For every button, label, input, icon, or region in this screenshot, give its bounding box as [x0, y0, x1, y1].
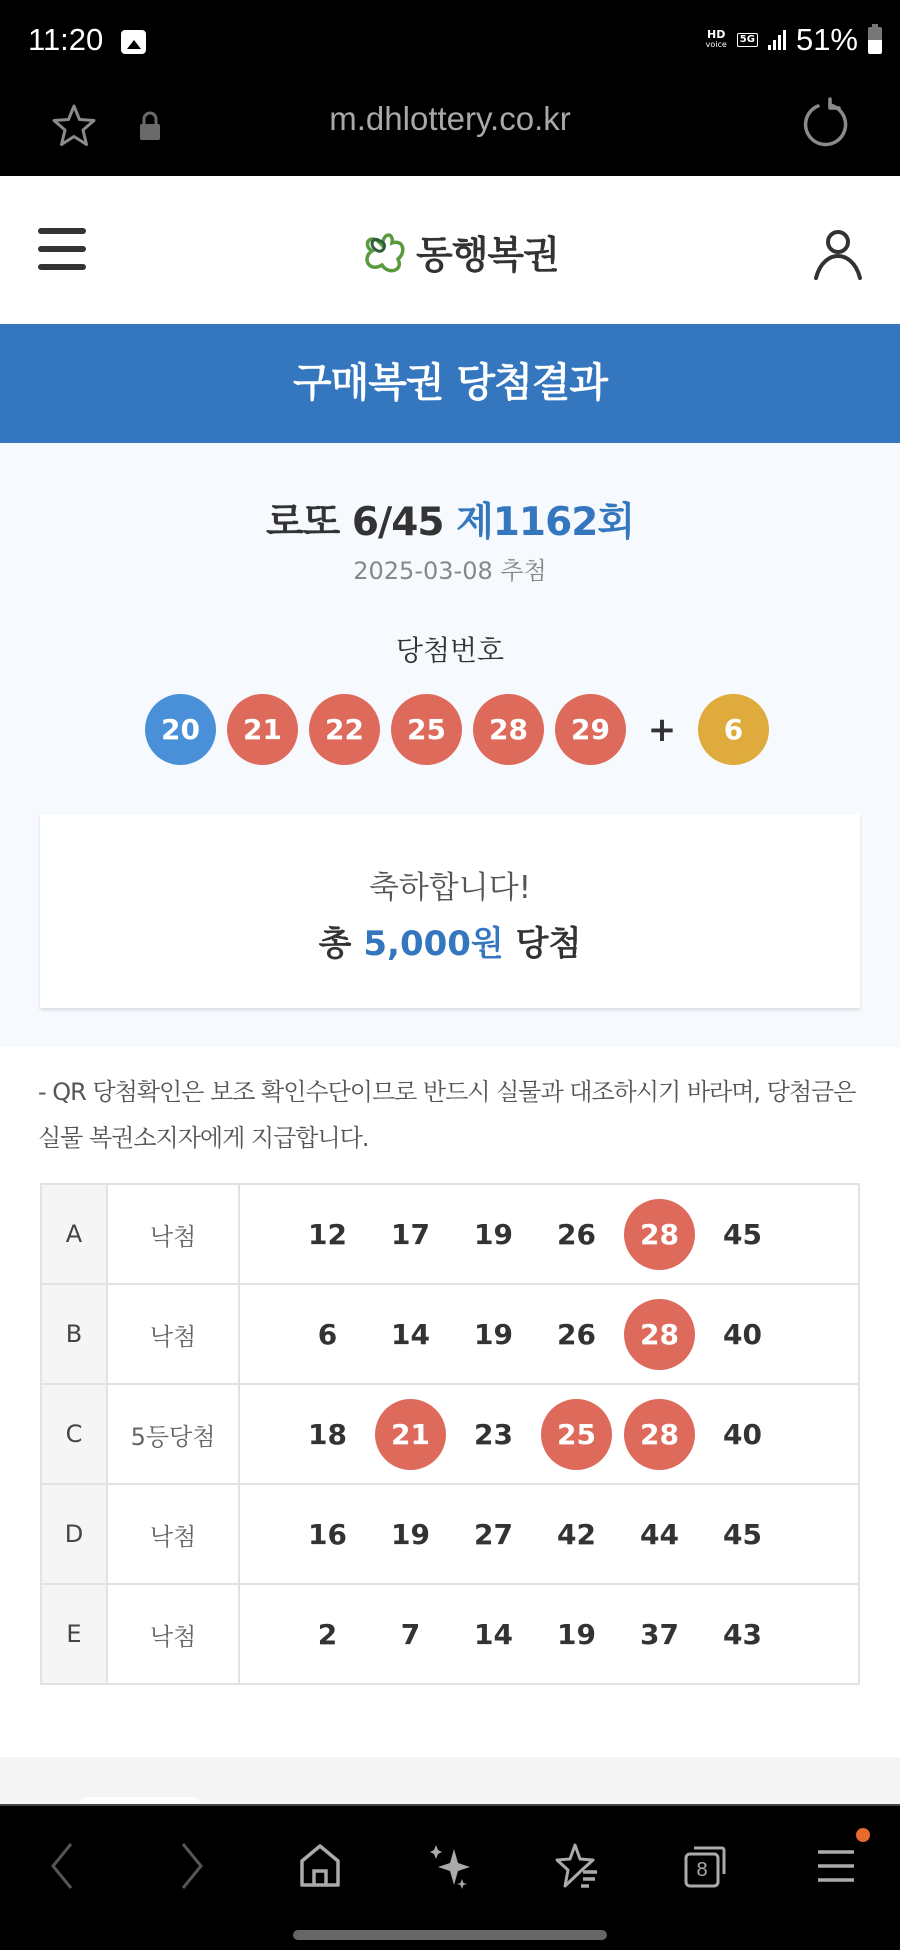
winning-ball: 29 — [555, 694, 626, 765]
ticket-number: 14 — [391, 1317, 430, 1351]
matched-number: 28 — [624, 1299, 695, 1370]
prize-amount: 5,000원 — [363, 924, 504, 964]
ticket-number: 7 — [400, 1617, 421, 1651]
ticket-slot: D — [41, 1484, 107, 1584]
battery-icon — [868, 27, 882, 54]
winning-numbers-label: 당첨번호 — [395, 634, 505, 667]
winning-ball: 20 — [145, 694, 216, 765]
menu-icon[interactable] — [806, 1836, 866, 1896]
ticket-slot: E — [41, 1584, 107, 1684]
matched-number: 28 — [624, 1199, 695, 1270]
matched-number: 28 — [624, 1399, 695, 1470]
ticket-number: 12 — [308, 1217, 347, 1251]
ticket-result: 낙첨 — [107, 1584, 239, 1684]
signal-icon — [768, 30, 786, 50]
status-indicators — [706, 22, 882, 58]
home-icon[interactable] — [290, 1836, 350, 1896]
winning-numbers — [145, 694, 769, 765]
total-prefix: 총 — [318, 924, 352, 964]
ticket-number: 18 — [308, 1417, 347, 1451]
ticket-row — [41, 1284, 859, 1384]
site-header — [0, 176, 900, 324]
total-suffix: 당첨 — [515, 924, 582, 964]
ticket-numbers — [239, 1384, 859, 1484]
hamburger-menu-icon[interactable] — [38, 228, 86, 270]
ticket-number: 14 — [474, 1617, 513, 1651]
ticket-numbers — [239, 1284, 859, 1384]
ticket-number: 37 — [640, 1617, 679, 1651]
ticket-number: 2 — [317, 1617, 338, 1651]
ticket-row — [41, 1384, 859, 1484]
ticket-number: 45 — [723, 1517, 762, 1551]
ticket-slot: B — [41, 1284, 107, 1384]
network-5g-icon: 5G — [737, 33, 758, 47]
page-footer-band — [0, 1757, 900, 1804]
draw-title — [0, 491, 900, 547]
tabs-icon[interactable] — [676, 1836, 736, 1896]
ticket-row — [41, 1484, 859, 1584]
sparkle-icon[interactable] — [420, 1836, 480, 1896]
home-indicator[interactable] — [293, 1930, 607, 1940]
forward-icon[interactable] — [162, 1836, 222, 1896]
winning-ball: 21 — [227, 694, 298, 765]
status-time: 11:20 — [28, 22, 104, 57]
ticket-result: 5등당첨 — [107, 1384, 239, 1484]
ticket-result: 낙첨 — [107, 1284, 239, 1384]
ticket-number: 26 — [557, 1317, 596, 1351]
browser-bottom-nav — [0, 1804, 900, 1950]
gallery-notification-icon — [121, 30, 146, 54]
site-logo[interactable] — [360, 224, 559, 279]
ticket-result: 낙첨 — [107, 1484, 239, 1584]
bonus-ball: 6 — [698, 694, 769, 765]
total-prize — [40, 916, 860, 965]
page-title: 구매복권 당첨결과 — [0, 324, 900, 443]
ticket-number: 43 — [723, 1617, 762, 1651]
winning-ball: 28 — [473, 694, 544, 765]
clover-logo-icon — [360, 227, 408, 277]
ticket-number: 27 — [474, 1517, 513, 1551]
ticket-number: 26 — [557, 1217, 596, 1251]
ticket-number: 19 — [557, 1617, 596, 1651]
ticket-number: 40 — [723, 1417, 762, 1451]
matched-number: 21 — [375, 1399, 446, 1470]
ticket-numbers — [239, 1584, 859, 1684]
ticket-number: 23 — [474, 1417, 513, 1451]
logo-text: 동행복권 — [416, 233, 559, 277]
ticket-number: 6 — [317, 1317, 338, 1351]
plus-sign: + — [647, 709, 677, 750]
ticket-numbers — [239, 1484, 859, 1584]
ticket-number: 45 — [723, 1217, 762, 1251]
matched-number: 25 — [541, 1399, 612, 1470]
tab-count: 8 — [696, 1858, 708, 1881]
ticket-content — [0, 1047, 900, 1757]
winning-ball: 22 — [309, 694, 380, 765]
ticket-result: 낙첨 — [107, 1184, 239, 1284]
game-name: 로또 6/45 — [265, 500, 444, 545]
ticket-table — [40, 1183, 860, 1685]
congrats-text: 축하합니다! — [368, 870, 532, 906]
ticket-row — [41, 1584, 859, 1684]
ticket-number: 42 — [557, 1517, 596, 1551]
ticket-row — [41, 1184, 859, 1284]
prize-summary-card — [40, 814, 860, 1008]
ticket-number: 40 — [723, 1317, 762, 1351]
ticket-number: 44 — [640, 1517, 679, 1551]
battery-percent: 51% — [795, 22, 858, 57]
ticket-numbers — [239, 1184, 859, 1284]
ticket-number: 19 — [474, 1317, 513, 1351]
notification-dot — [856, 1828, 870, 1842]
reload-icon[interactable] — [798, 96, 854, 152]
ticket-slot: C — [41, 1384, 107, 1484]
bookmarks-icon[interactable] — [548, 1836, 608, 1896]
status-bar — [0, 0, 900, 84]
ticket-number: 19 — [474, 1217, 513, 1251]
draw-round: 제1162회 — [456, 500, 635, 545]
url-field[interactable]: m.dhlottery.co.kr — [329, 100, 571, 137]
user-icon[interactable] — [810, 226, 866, 282]
ticket-slot: A — [41, 1184, 107, 1284]
ticket-number: 17 — [391, 1217, 430, 1251]
browser-address-bar — [0, 84, 900, 176]
draw-result-section — [0, 443, 900, 1047]
ticket-number: 19 — [391, 1517, 430, 1551]
winning-ball: 25 — [391, 694, 462, 765]
back-icon[interactable] — [32, 1836, 92, 1896]
ticket-number: 16 — [308, 1517, 347, 1551]
hd-voice-icon: HD voice — [705, 28, 727, 49]
qr-notice: - QR 당첨확인은 보조 확인수단이므로 반드시 실물과 대조하시기 바라며, 당첨금은 실물 복권소지자에게 지급합니다. — [38, 1078, 856, 1152]
draw-date: 2025-03-08 추첨 — [353, 557, 547, 585]
